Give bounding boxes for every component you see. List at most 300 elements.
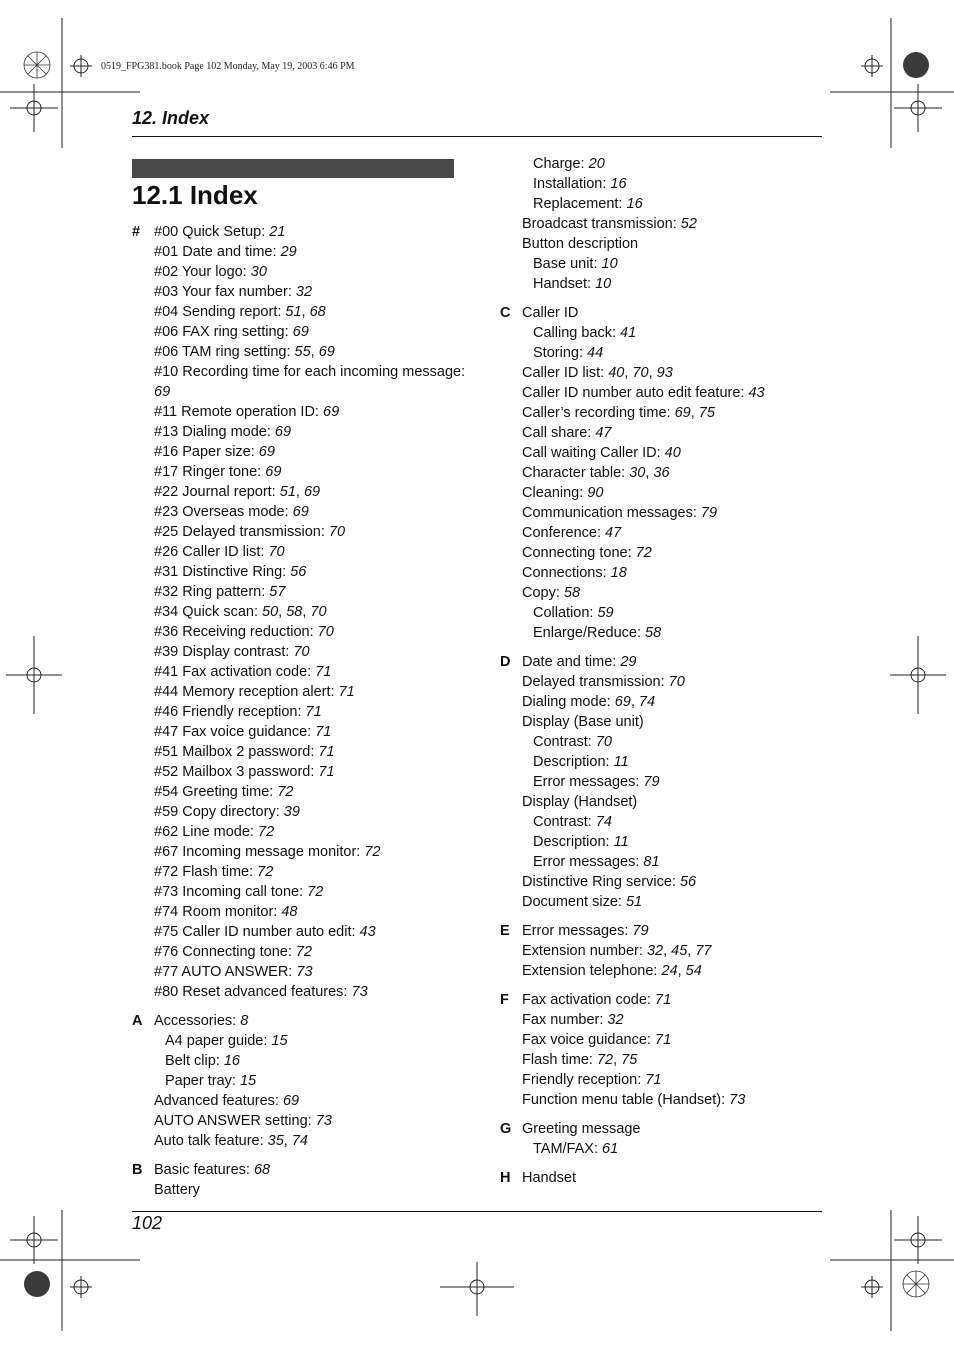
page-reference[interactable]: 40 <box>664 445 681 461</box>
index-entry <box>154 962 472 982</box>
page-reference[interactable]: 72 <box>295 944 313 960</box>
entry-term: Delayed transmission: <box>522 674 669 690</box>
index-section <box>500 1168 830 1188</box>
page-reference[interactable]: 69 <box>292 504 309 520</box>
page-reference[interactable]: 68 <box>253 1162 271 1178</box>
page-reference[interactable]: 69 <box>282 1093 300 1109</box>
index-entry <box>522 852 830 872</box>
page-reference[interactable]: 39 <box>283 804 300 820</box>
page-reference[interactable]: 15 <box>271 1033 288 1049</box>
index-entry <box>522 752 830 772</box>
index-entry <box>522 503 830 523</box>
index-entry: Auto talk feature: 35, 74 <box>154 1133 308 1149</box>
page-reference[interactable]: 71 <box>315 724 332 740</box>
index-section <box>500 921 830 981</box>
entry-term: Date and time: <box>522 654 621 670</box>
page-reference[interactable]: 43 <box>748 385 765 401</box>
section-letter: E <box>500 923 510 939</box>
page-reference[interactable]: 69 <box>323 404 340 420</box>
page-reference[interactable]: 71 <box>318 744 335 760</box>
page-reference[interactable]: 74 <box>638 694 656 710</box>
page-reference[interactable]: 81 <box>643 854 660 870</box>
entry-term: Basic features: <box>154 1162 254 1178</box>
entry-term: #46 Friendly reception: <box>154 704 306 720</box>
entry-term: Copy: <box>522 585 564 601</box>
entry-term: Accessories: <box>154 1013 241 1029</box>
index-section <box>132 1160 472 1200</box>
page-reference[interactable]: 71 <box>315 664 332 680</box>
page-reference[interactable]: 35 <box>267 1133 284 1149</box>
entry-term: Charge: <box>533 156 589 172</box>
page-reference[interactable]: 73 <box>296 964 313 980</box>
page-reference[interactable]: 72 <box>635 545 652 561</box>
index-entry <box>522 792 830 812</box>
index-entry <box>522 214 830 234</box>
entry-term: #06 FAX ring setting: <box>154 324 293 340</box>
page-reference[interactable]: 56 <box>290 564 307 580</box>
index-entry <box>154 582 472 602</box>
page-reference[interactable]: 51 <box>279 484 296 500</box>
entry-term: #32 Ring pattern: <box>154 584 270 600</box>
index-entry <box>154 822 472 842</box>
page-reference[interactable]: 71 <box>655 1032 672 1048</box>
index-entry <box>522 1119 830 1139</box>
page-reference[interactable]: 72 <box>258 824 275 840</box>
section-letter: F <box>500 992 509 1008</box>
entry-term: #25 Delayed transmission: <box>154 524 329 540</box>
page-reference[interactable]: 10 <box>595 276 612 292</box>
index-entry <box>522 1139 830 1159</box>
index-entry <box>522 543 830 563</box>
entry-term: Calling back: <box>533 325 621 341</box>
entry-term: Advanced features: <box>154 1093 283 1109</box>
entry-term: #62 Line mode: <box>154 824 258 840</box>
page-reference[interactable]: 79 <box>700 505 718 521</box>
entry-term: #59 Copy directory: <box>154 804 284 820</box>
index-entry: #04 Sending report: 51, 68 <box>154 304 326 320</box>
page-reference[interactable]: 75 <box>698 405 715 421</box>
index-entry <box>154 1111 472 1131</box>
index-entry <box>522 1070 830 1090</box>
index-entry: #22 Journal report: 51, 69 <box>154 484 321 500</box>
index-entry <box>154 942 472 962</box>
entry-term: #39 Display contrast: <box>154 644 294 660</box>
index-entry <box>154 282 472 302</box>
header-rule <box>132 136 822 137</box>
entry-term: Error messages: <box>533 854 644 870</box>
entry-term: AUTO ANSWER setting: <box>154 1113 316 1129</box>
page-reference[interactable]: 70 <box>632 365 649 381</box>
page-reference[interactable]: 11 <box>613 754 629 770</box>
index-entry: Character table: 30, 36 <box>522 465 670 481</box>
page-reference[interactable]: 16 <box>223 1053 240 1069</box>
page-reference[interactable]: 40 <box>608 365 625 381</box>
entry-term: #77 AUTO ANSWER: <box>154 964 297 980</box>
index-section <box>132 222 472 1002</box>
page-reference[interactable]: 43 <box>359 924 376 940</box>
section-letter: B <box>132 1162 143 1178</box>
page-reference[interactable]: 90 <box>587 485 604 501</box>
index-column-right <box>500 154 830 1197</box>
index-entry <box>522 194 830 214</box>
index-entry <box>522 254 830 274</box>
entry-term: Caller’s recording time: <box>522 405 675 421</box>
page-reference[interactable]: 41 <box>620 325 637 341</box>
page-reference[interactable]: 48 <box>281 904 298 920</box>
entry-term: Caller ID <box>522 305 579 321</box>
page-reference[interactable]: 51 <box>285 304 302 320</box>
page-reference[interactable]: 58 <box>563 585 581 601</box>
entry-term: Connecting tone: <box>522 545 636 561</box>
page-reference[interactable]: 15 <box>239 1073 257 1089</box>
index-entry <box>154 722 472 742</box>
page-reference[interactable]: 74 <box>595 814 612 830</box>
index-entry <box>154 882 472 902</box>
page-reference[interactable]: 47 <box>605 525 622 541</box>
index-entry <box>522 443 830 463</box>
page-reference[interactable]: 77 <box>695 943 712 959</box>
entry-term: #00 Quick Setup: <box>154 224 270 240</box>
entry-term: Display (Handset) <box>522 794 638 810</box>
entry-term: Auto talk feature: <box>154 1133 268 1149</box>
page-reference[interactable]: 69 <box>318 344 335 360</box>
index-entry <box>154 1071 472 1091</box>
entry-term: #01 Date and time: <box>154 244 281 260</box>
page-reference[interactable]: 45 <box>671 943 688 959</box>
entry-term: Button description <box>522 236 639 252</box>
entry-term: Communication messages: <box>522 505 701 521</box>
entry-term: Function menu table (Handset): <box>522 1092 730 1108</box>
page-reference[interactable]: 71 <box>338 684 355 700</box>
print-slug: 0519_FPG381.book Page 102 Monday, May 19, 2003 6:46 PM <box>101 61 355 72</box>
page-reference[interactable]: 73 <box>351 984 368 1000</box>
page-reference[interactable]: 51 <box>625 894 643 910</box>
section-title: 12.1 Index <box>132 180 258 210</box>
entry-term: Conference: <box>522 525 606 541</box>
page-reference[interactable]: 73 <box>315 1113 332 1129</box>
index-entry <box>154 242 472 262</box>
page-reference[interactable]: 44 <box>587 345 604 361</box>
entry-term: #31 Distinctive Ring: <box>154 564 291 580</box>
index-entry <box>154 1091 472 1111</box>
entry-term: Fax number: <box>522 1012 608 1028</box>
running-header: 12. Index <box>132 108 210 128</box>
entry-term: Cleaning: <box>522 485 588 501</box>
index-entry <box>522 832 830 852</box>
index-entry <box>522 234 830 254</box>
entry-term: Extension number: <box>522 943 647 959</box>
index-entry <box>522 1090 830 1110</box>
entry-term: Document size: <box>522 894 626 910</box>
page-reference[interactable]: 72 <box>307 884 324 900</box>
section-bar <box>132 159 454 178</box>
page-reference[interactable]: 58 <box>286 604 303 620</box>
index-entry <box>154 802 472 822</box>
entry-term: #34 Quick scan: <box>154 604 262 620</box>
entry-term: #16 Paper size: <box>154 444 259 460</box>
section-letter: D <box>500 654 511 670</box>
page-reference[interactable]: 47 <box>595 425 612 441</box>
index-entry <box>154 442 472 462</box>
index-entry <box>154 642 472 662</box>
section-letter: A <box>132 1013 143 1029</box>
index-section <box>500 303 830 643</box>
page-reference[interactable]: 16 <box>626 196 643 212</box>
entry-term: Dialing mode: <box>522 694 615 710</box>
index-entry <box>154 662 472 682</box>
page-reference[interactable]: 56 <box>679 874 697 890</box>
page-reference[interactable]: 52 <box>680 216 697 232</box>
entry-term: #10 Recording time for each incoming message: <box>154 364 466 380</box>
index-entry <box>154 1160 472 1180</box>
page-reference[interactable]: 79 <box>632 923 649 939</box>
entry-term: Handset <box>522 1170 577 1186</box>
index-entry <box>522 623 830 643</box>
entry-term: Friendly reception: <box>522 1072 646 1088</box>
index-entry <box>522 712 830 732</box>
footer-rule <box>132 1211 822 1212</box>
entry-term: #17 Ringer tone: <box>154 464 266 480</box>
page-reference[interactable]: 58 <box>645 625 662 641</box>
page-reference[interactable]: 93 <box>656 365 673 381</box>
index-entry <box>522 174 830 194</box>
entry-term: Greeting message <box>522 1121 641 1137</box>
entry-term: Paper tray: <box>165 1073 240 1089</box>
index-entry <box>522 1030 830 1050</box>
page-reference[interactable]: 72 <box>364 844 381 860</box>
page-reference[interactable]: 70 <box>268 544 285 560</box>
entry-term: Error messages: <box>522 923 633 939</box>
page-reference[interactable]: 71 <box>318 764 335 780</box>
page-reference[interactable]: 69 <box>674 405 691 421</box>
entry-term: Caller ID list: <box>522 365 609 381</box>
page-reference[interactable]: 50 <box>262 604 279 620</box>
entry-term: Error messages: <box>533 774 644 790</box>
page-reference[interactable]: 18 <box>610 565 627 581</box>
index-entry <box>154 702 472 722</box>
page-reference[interactable]: 69 <box>154 384 171 400</box>
page-number: 102 <box>132 1213 163 1233</box>
index-section <box>500 1119 830 1159</box>
page-reference[interactable]: 54 <box>685 963 702 979</box>
page-reference[interactable]: 70 <box>668 674 685 690</box>
page-reference[interactable]: 70 <box>595 734 612 750</box>
page-reference[interactable]: 32 <box>646 943 664 959</box>
page-reference[interactable]: 68 <box>309 304 326 320</box>
page-reference[interactable]: 69 <box>258 444 275 460</box>
page-reference[interactable]: 70 <box>328 524 346 540</box>
page-reference[interactable]: 16 <box>610 176 627 192</box>
index-entry <box>154 222 472 242</box>
index-entry <box>154 322 472 342</box>
index-entry <box>154 1031 472 1051</box>
index-entry <box>522 154 830 174</box>
index-entry <box>154 1180 472 1200</box>
index-entry: Extension number: 32, 45, 77 <box>522 943 712 959</box>
index-entry <box>522 772 830 792</box>
entry-term: Call share: <box>522 425 596 441</box>
page-reference[interactable]: 24 <box>661 963 678 979</box>
page-reference[interactable]: 32 <box>295 284 313 300</box>
index-entry <box>154 622 472 642</box>
page-reference[interactable]: 69 <box>292 324 309 340</box>
page-reference[interactable]: 29 <box>620 654 637 670</box>
entry-term: A4 paper guide: <box>165 1033 272 1049</box>
index-section <box>500 990 830 1110</box>
index-entry <box>522 583 830 603</box>
page-reference[interactable]: 72 <box>257 864 274 880</box>
entry-term: Call waiting Caller ID: <box>522 445 665 461</box>
entry-term: #41 Fax activation code: <box>154 664 316 680</box>
page-reference[interactable]: 69 <box>265 464 282 480</box>
index-entry: Caller ID list: 40, 70, 93 <box>522 365 673 381</box>
entry-term: #36 Receiving reduction: <box>154 624 318 640</box>
index-entry <box>154 982 472 1002</box>
page-reference[interactable]: 30 <box>250 264 267 280</box>
index-entry <box>154 422 472 442</box>
entry-term: #13 Dialing mode: <box>154 424 275 440</box>
index-entry: Flash time: 72, 75 <box>522 1052 638 1068</box>
index-entry <box>522 274 830 294</box>
index-entry <box>522 990 830 1010</box>
entry-term: #74 Room monitor: <box>154 904 282 920</box>
index-entry: Caller’s recording time: 69, 75 <box>522 405 715 421</box>
entry-term: Distinctive Ring service: <box>522 874 680 890</box>
entry-term: Handset: <box>533 276 596 292</box>
index-entry <box>522 921 830 941</box>
index-entry <box>154 922 472 942</box>
index-entry <box>154 762 472 782</box>
entry-term: #47 Fax voice guidance: <box>154 724 316 740</box>
page-reference[interactable]: 71 <box>645 1072 662 1088</box>
entry-term: Description: <box>533 754 614 770</box>
page-reference[interactable]: 30 <box>629 465 646 481</box>
index-entry <box>154 682 472 702</box>
index-entry <box>154 782 472 802</box>
entry-term: Caller ID number auto edit feature: <box>522 385 749 401</box>
entry-term: Belt clip: <box>165 1053 224 1069</box>
entry-term: Fax activation code: <box>522 992 655 1008</box>
page-reference[interactable]: 55 <box>294 344 311 360</box>
index-entry <box>154 402 472 422</box>
page-reference[interactable]: 61 <box>602 1141 619 1157</box>
index-entry <box>154 262 472 282</box>
index-entry <box>522 603 830 623</box>
entry-term: Battery <box>154 1182 200 1198</box>
entry-term: Extension telephone: <box>522 963 662 979</box>
index-entry: Extension telephone: 24, 54 <box>522 963 702 979</box>
page-reference[interactable]: 20 <box>588 156 605 172</box>
entry-term: Enlarge/Reduce: <box>533 625 646 641</box>
entry-term: Fax voice guidance: <box>522 1032 655 1048</box>
page-reference[interactable]: 70 <box>317 624 334 640</box>
entry-term: Installation: <box>533 176 611 192</box>
entry-term: #22 Journal report: <box>154 484 280 500</box>
section-letter: H <box>500 1170 511 1186</box>
entry-term: #11 Remote operation ID: <box>154 404 323 420</box>
page-reference[interactable]: 59 <box>597 605 614 621</box>
index-entry <box>522 892 830 912</box>
index-entry <box>522 323 830 343</box>
index-entry <box>154 902 472 922</box>
entry-term: #44 Memory reception alert: <box>154 684 339 700</box>
section-letter: G <box>500 1121 512 1137</box>
index-section <box>500 154 830 294</box>
index-entry <box>522 423 830 443</box>
index-entry <box>522 303 830 323</box>
page-reference[interactable]: 74 <box>291 1133 308 1149</box>
page-reference[interactable]: 69 <box>303 484 321 500</box>
index-section <box>132 1011 472 1151</box>
entry-term: Contrast: <box>533 814 596 830</box>
entry-term: Replacement: <box>533 196 627 212</box>
page-reference[interactable]: 73 <box>729 1092 746 1108</box>
entry-term: #75 Caller ID number auto edit: <box>154 924 360 940</box>
index-column-left <box>132 222 472 1209</box>
index-entry <box>522 563 830 583</box>
index-entry <box>154 522 472 542</box>
index-entry <box>154 1051 472 1071</box>
entry-term: TAM/FAX: <box>533 1141 603 1157</box>
page-reference[interactable]: 71 <box>655 992 672 1008</box>
entry-term: #72 Flash time: <box>154 864 258 880</box>
index-entry <box>522 672 830 692</box>
entry-term: #04 Sending report: <box>154 304 286 320</box>
index-entry <box>522 732 830 752</box>
page-reference[interactable]: 10 <box>601 256 618 272</box>
page-reference[interactable]: 71 <box>305 704 322 720</box>
page-reference[interactable]: 69 <box>614 694 631 710</box>
page-reference[interactable]: 21 <box>269 224 286 240</box>
section-letter: # <box>132 224 141 240</box>
page-reference[interactable]: 11 <box>613 834 629 850</box>
entry-term: Storing: <box>533 345 587 361</box>
index-entry <box>154 562 472 582</box>
page-reference[interactable]: 72 <box>277 784 294 800</box>
page-reference[interactable]: 32 <box>607 1012 624 1028</box>
index-entry <box>522 652 830 672</box>
page-reference[interactable]: 69 <box>274 424 292 440</box>
entry-term: #51 Mailbox 2 password: <box>154 744 319 760</box>
section-letter: C <box>500 305 511 321</box>
page-reference[interactable]: 75 <box>621 1052 638 1068</box>
entry-term: Flash time: <box>522 1052 597 1068</box>
entry-term: #06 TAM ring setting: <box>154 344 295 360</box>
page-reference[interactable]: 8 <box>240 1013 249 1029</box>
index-entry <box>522 523 830 543</box>
entry-term: #52 Mailbox 3 password: <box>154 764 319 780</box>
entry-term: #26 Caller ID list: <box>154 544 269 560</box>
entry-term: Base unit: <box>533 256 602 272</box>
index-entry <box>522 483 830 503</box>
page-reference[interactable]: 29 <box>280 244 297 260</box>
entry-term: #23 Overseas mode: <box>154 504 293 520</box>
page-reference[interactable]: 36 <box>653 465 670 481</box>
page-reference[interactable]: 57 <box>269 584 286 600</box>
page-reference[interactable]: 72 <box>596 1052 614 1068</box>
index-entry <box>154 542 472 562</box>
page-reference[interactable]: 70 <box>310 604 327 620</box>
index-entry <box>522 383 830 403</box>
index-section <box>500 652 830 912</box>
page-reference[interactable]: 79 <box>643 774 660 790</box>
page-reference[interactable]: 70 <box>293 644 310 660</box>
index-entry <box>522 812 830 832</box>
entry-term: #02 Your logo: <box>154 264 251 280</box>
index-entry: Dialing mode: 69, 74 <box>522 694 656 710</box>
entry-term: #73 Incoming call tone: <box>154 884 308 900</box>
entry-term: Contrast: <box>533 734 596 750</box>
